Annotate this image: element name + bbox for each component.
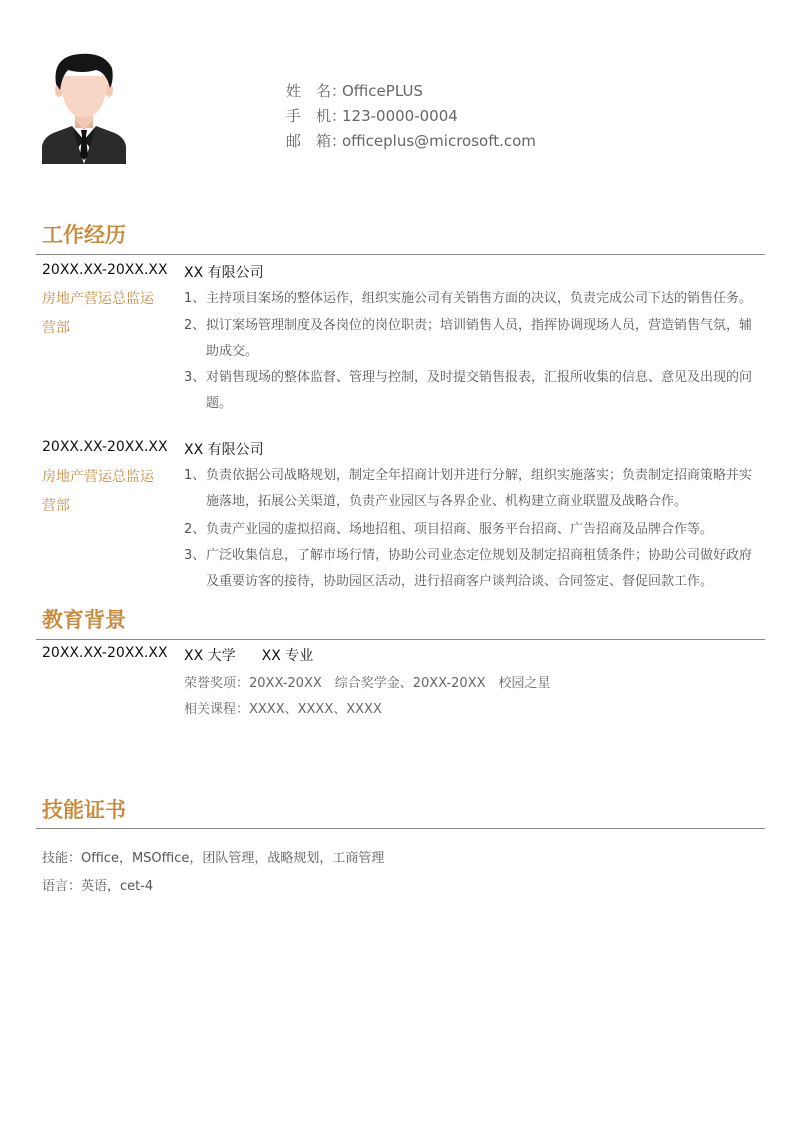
job-2-date: 20XX.XX-20XX.XX	[42, 439, 168, 455]
phone-row	[286, 104, 536, 129]
duty-number: 3、	[184, 370, 206, 385]
education-date: 20XX.XX-20XX.XX	[42, 645, 168, 661]
education-school-major	[184, 645, 313, 665]
skills-section-title: 技能证书	[42, 798, 126, 822]
duty-number: 2、	[184, 522, 206, 537]
education-section-title: 教育背景	[42, 608, 126, 632]
education-divider	[36, 639, 765, 640]
duty-text: 拟订案场管理制度及各岗位的岗位职责；培训销售人员，指挥协调现场人员，营造销售气氛，辅助成交。	[206, 318, 753, 359]
duty-number: 1、	[184, 291, 206, 306]
job-1-duty-1	[184, 286, 764, 312]
job-2-role: 房地产营运总监运营部	[42, 469, 154, 514]
job-2-duty-2	[184, 517, 764, 543]
work-divider	[36, 254, 765, 255]
email-value: officeplus@microsoft.com	[342, 132, 536, 150]
duty-number: 1、	[184, 468, 206, 483]
name-row	[286, 79, 536, 104]
duty-text: 主持项目案场的整体运作，组织实施公司有关销售方面的决议，负责完成公司下达的销售任务。	[206, 291, 753, 306]
work-section-title: 工作经历	[42, 223, 126, 247]
education-school: XX 大学	[184, 648, 236, 664]
skills-line: 技能：Office，MSOffice，团队管理，战略规划，工商管理	[42, 851, 385, 866]
job-1-duty-3	[184, 365, 764, 417]
language-line: 语言：英语，cet-4	[42, 879, 154, 894]
name-label: 姓 名：	[286, 82, 347, 100]
job-1-company: XX 有限公司	[184, 265, 264, 281]
skills-divider	[36, 828, 765, 829]
duty-number: 3、	[184, 548, 206, 563]
job-1-date: 20XX.XX-20XX.XX	[42, 262, 168, 278]
education-honors: 荣誉奖项：20XX-20XX 综合奖学金、20XX-20XX 校园之星	[184, 676, 551, 691]
person-avatar-icon	[42, 50, 126, 164]
education-courses: 相关课程：XXXX、XXXX、XXXX	[184, 702, 382, 717]
duty-text: 负责依据公司战略规划，制定全年招商计划并进行分解，组织实施落实；负责制定招商策略并实施落地，拓展公关渠道，负责产业园区与各界企业、机构建立商业联盟及战略合作。	[206, 468, 753, 509]
name-value: OfficePLUS	[342, 82, 423, 100]
duty-text: 对销售现场的整体监督、管理与控制，及时提交销售报表，汇报所收集的信息、意见及出现的问题。	[206, 370, 753, 411]
email-row	[286, 129, 536, 154]
job-2-duty-1	[184, 463, 764, 515]
email-label: 邮 箱：	[286, 132, 347, 150]
phone-value: 123-0000-0004	[342, 107, 458, 125]
education-major: XX 专业	[261, 648, 314, 664]
contact-block	[286, 79, 536, 154]
job-1-duty-2	[184, 313, 764, 365]
duty-text: 广泛收集信息，了解市场行情，协助公司业态定位规划及制定招商租赁条件；协助公司做好政府及重要访客的接待，协助园区活动，进行招商客户谈判洽谈、合同签定、督促回款工作。	[206, 548, 753, 589]
phone-label: 手 机：	[286, 107, 347, 125]
job-1-role: 房地产营运总监运营部	[42, 291, 154, 336]
duty-number: 2、	[184, 318, 206, 333]
job-2-duty-3	[184, 543, 764, 595]
duty-text: 负责产业园的虚拟招商、场地招租、项目招商、服务平台招商、广告招商及品牌合作等。	[206, 522, 714, 537]
job-2-company: XX 有限公司	[184, 442, 264, 458]
